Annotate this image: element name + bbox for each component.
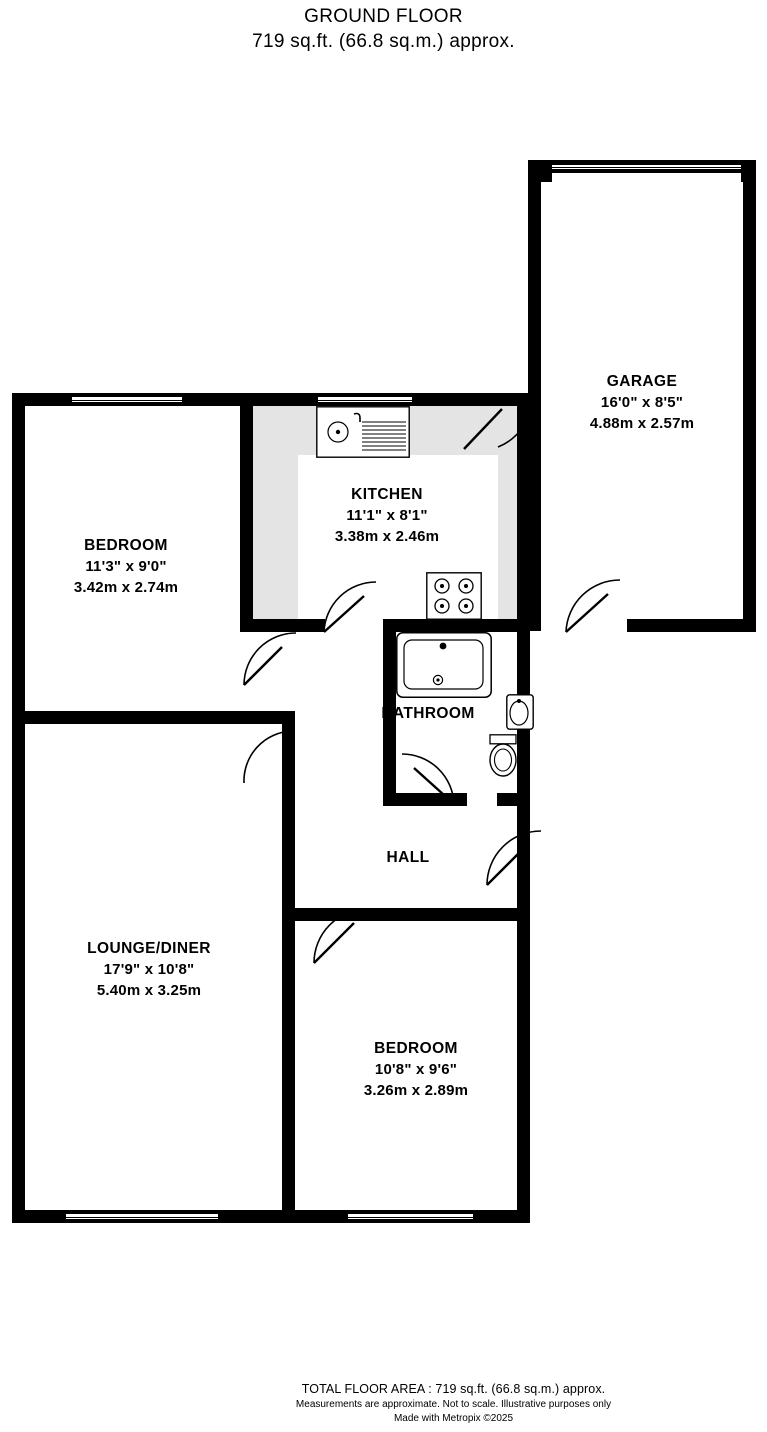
window-bedroom-front: [72, 396, 182, 403]
window-bedroom-rear: [348, 1213, 473, 1220]
exterior-wall-left: [12, 393, 25, 1223]
room-label-bathroom: BATHROOM: [381, 705, 475, 722]
credit-text: Made with Metropix ©2025: [393, 1413, 514, 1424]
toilet-icon: [484, 734, 520, 782]
page-area-subtitle: 719 sq.ft. (66.8 sq.m.) approx.: [252, 31, 515, 52]
door-swing-bedroom-front: [238, 627, 300, 689]
room-label-lounge-diner: LOUNGE/DINER 17'9" x 10'8" 5.40m x 3.25m: [87, 940, 211, 999]
door-swing-bathroom: [396, 752, 458, 808]
door-swing-lounge: [240, 727, 296, 787]
wall-kitchen-bottom: [383, 619, 530, 632]
kitchen-hob-icon: [426, 572, 482, 620]
room-label-hall: HALL: [386, 849, 430, 866]
kitchen-walkway-white-2: [298, 455, 446, 485]
room-label-garage: GARAGE 16'0" x 8'5" 4.88m x 2.57m: [589, 373, 695, 432]
door-swing-kitchen: [320, 580, 386, 636]
wall-bathroom-bottom-right: [497, 793, 530, 806]
wall-hall-lounge-lower: [282, 910, 295, 1223]
plan-footer: [0, 1381, 767, 1426]
page-title: GROUND FLOOR: [304, 6, 463, 27]
garage-door-opening: [552, 164, 741, 170]
kitchen-sink-icon: [316, 406, 410, 458]
garage-wall-bottom: [627, 619, 756, 632]
disclaimer-text: Measurements are approximate. Not to scale. Illustrative purposes only: [295, 1399, 612, 1410]
door-swing-lounge-lower: [310, 905, 372, 967]
window-kitchen: [318, 396, 412, 403]
room-label-kitchen: KITCHEN 11'1" x 8'1" 3.38m x 2.46m: [334, 486, 440, 545]
room-label-bedroom-front: BEDROOM 11'3" x 9'0" 3.42m x 2.74m: [73, 537, 179, 596]
window-lounge: [66, 1213, 218, 1220]
room-label-bedroom-rear: BEDROOM 10'8" x 9'6" 3.26m x 2.89m: [363, 1040, 469, 1099]
wall-bedroom-lounge: [12, 711, 295, 724]
washbasin-icon: [506, 694, 534, 730]
door-swing-garage-internal: [562, 578, 632, 636]
total-floor-area: TOTAL FLOOR AREA : 719 sq.ft. (66.8 sq.m.) approx.: [301, 1382, 606, 1396]
bathtub-icon: [396, 632, 492, 698]
door-swing-bedroom-rear: [483, 827, 545, 889]
